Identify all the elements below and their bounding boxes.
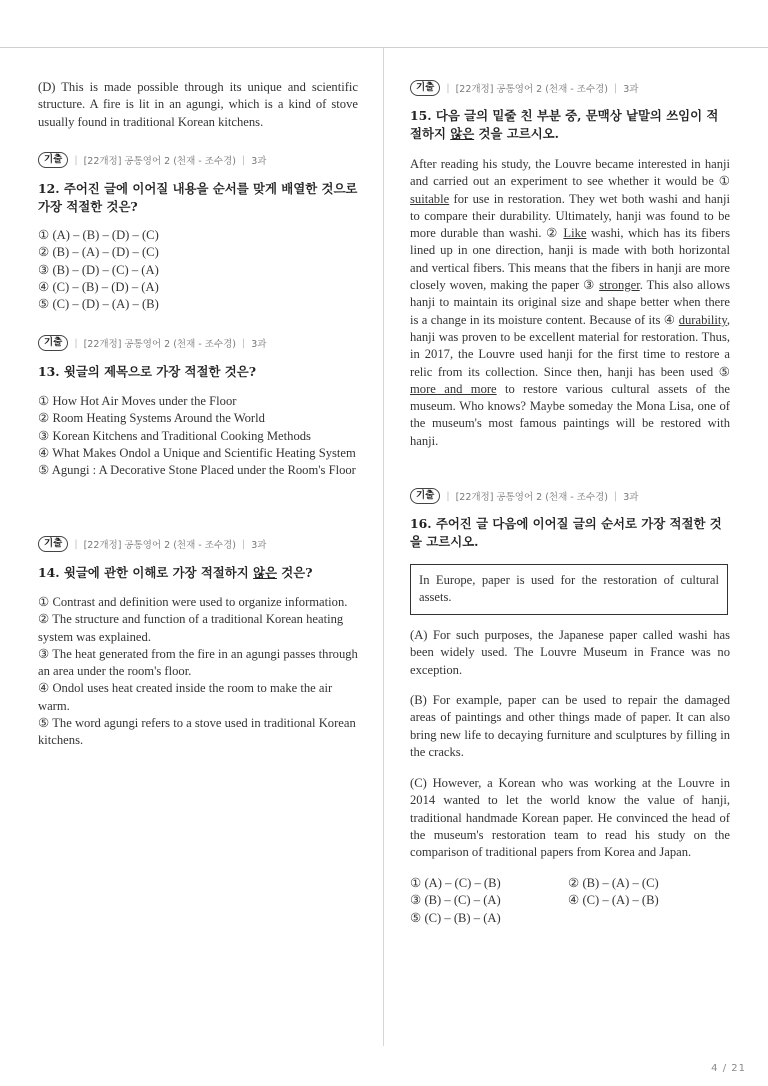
q12-source-text: [22개정] 공통영어 2 (천재 - 조수경): [83, 156, 236, 167]
q16-para-b: (B) For example, paper can be used to repair the damaged areas of paintings and other things made of paper. It can also bring new life to decaying furniture and sculptures by filling in the cracks.: [410, 693, 730, 759]
q12-option: ④ (C) – (B) – (D) – (A): [38, 279, 159, 294]
page-number: 4 / 21: [711, 1063, 746, 1074]
q12-source: 기출 | [22개정] 공통영어 2 (천재 - 조수경) | 3과: [38, 152, 266, 168]
q16-title: 16. 주어진 글 다음에 이어질 글의 순서로 가장 적절한 것을 고르시오.: [410, 516, 722, 549]
q13-source-text: [22개정] 공통영어 2 (천재 - 조수경): [83, 339, 236, 350]
q14-option: ② The structure and function of a traditional Korean heating system was explained.: [38, 612, 344, 644]
q16-tag: 기출: [410, 488, 440, 504]
q16-para-c: (C) However, a Korean who was working at the Louvre in 2014 wanted to let the world know the value of hanji, traditional handmade Korean paper. He convinced the head of the museum's restoration team to read his study on the comparison of traditional papers from Korea and Japan.: [410, 776, 730, 860]
q12-option: ⑤ (C) – (D) – (A) – (B): [38, 297, 159, 312]
q16-lesson: 3과: [623, 492, 639, 503]
q16-options: [410, 875, 728, 927]
q15-passage: After reading his study, the Louvre became interested in hanji and carried out an experiment to see whether it would be ① suitable for use in restoration. They wet both washi and hanji to compare their durability. Ultimately, hanji was found to be more durable than washi. ② Like washi, which has its fibers lined up in one direction, hanji is made with both horizontal and vertical fibers. This means that the fibers in hanji are more closely woven, making the paper ③ stronger. This also allows hanji to maintain its original size and shape better when there is a change in its moisture content. Because of its ④ durability, hanji was proven to be excellent material for restoration. Thus, in 2017, the Louvre used hanji for the first time to restore a relic from its collection. Since then, hanji has been used ⑤ more and more to restore various cultural assets of the museum. Who knows? Maybe someday the Mona Lisa, one of the museum's most famous paintings will be restored with hanji.: [410, 157, 730, 448]
q16-given-box: In Europe, paper is used for the restoration of cultural assets.: [410, 564, 728, 615]
q12-tag: 기출: [38, 152, 68, 168]
q16-option: ③ (B) – (C) – (A): [410, 893, 501, 908]
q15-title: 15. 다음 글의 밑줄 친 부분 중, 문맥상 낱말의 쓰임이 적절하지 않은 것을 고르시오.: [410, 108, 719, 141]
q14-option: ③ The heat generated from the fire in an agungi passes through an area under the room's floor.: [38, 646, 358, 679]
q16-para-a: (A) For such purposes, the Japanese paper called washi has been widely used. The Louvre Museum in France was no exception.: [410, 628, 730, 677]
q16-source: 기출 | [22개정] 공통영어 2 (천재 - 조수경) | 3과: [410, 488, 638, 504]
q12-title: 12. 주어진 글에 이어질 내용을 순서를 맞게 배열한 것으로 가장 적절한 것은?: [38, 181, 358, 214]
q16-option: ① (A) – (C) – (B): [410, 876, 501, 890]
q13-tag: 기출: [38, 335, 68, 351]
q15-tag: 기출: [410, 80, 440, 96]
q16-option: ④ (C) – (A) – (B): [568, 893, 659, 908]
q16-source-text: [22개정] 공통영어 2 (천재 - 조수경): [455, 492, 608, 503]
q13-option: ② Room Heating Systems Around the World: [38, 411, 265, 426]
underlined-2: Like: [563, 226, 587, 241]
q14-options: [38, 594, 358, 750]
underlined-5: more and more: [410, 381, 497, 396]
q16-option: ② (B) – (A) – (C): [568, 876, 659, 890]
q12-option: ③ (B) – (D) – (C) – (A): [38, 262, 159, 277]
q12-lesson: 3과: [251, 156, 267, 167]
passage-intro: (D) This is made possible through its unique and scientific structure. A fire is lit in an agungi, which is a kind of stove usually found in traditional Korean kitchens.: [38, 80, 358, 129]
q13-option: ④ What Makes Ondol a Unique and Scientific Heating System: [38, 445, 356, 460]
q14-option: ⑤ The word agungi refers to a stove used in traditional Korean kitchens.: [38, 716, 356, 748]
q14-source-text: [22개정] 공통영어 2 (천재 - 조수경): [83, 540, 236, 551]
q13-source: 기출 | [22개정] 공통영어 2 (천재 - 조수경) | 3과: [38, 335, 266, 351]
q13-lesson: 3과: [251, 339, 267, 350]
q13-title: 13. 윗글의 제목으로 가장 적절한 것은?: [38, 364, 256, 379]
q14-source: 기출 | [22개정] 공통영어 2 (천재 - 조수경) | 3과: [38, 536, 266, 552]
underlined-4: durability: [678, 312, 727, 327]
q14-option: ① Contrast and definition were used to organize information.: [38, 595, 348, 609]
header-rule: [0, 47, 768, 48]
underlined-3: stronger: [599, 278, 640, 293]
q15-lesson: 3과: [623, 84, 639, 95]
q15-source-text: [22개정] 공통영어 2 (천재 - 조수경): [455, 84, 608, 95]
q13-option: ⑤ Agungi : A Decorative Stone Placed under the Room's Floor: [38, 463, 356, 478]
q13-option: ① How Hot Air Moves under the Floor: [38, 394, 237, 408]
q12-option: ② (B) – (A) – (D) – (C): [38, 245, 159, 260]
q14-tag: 기출: [38, 536, 68, 552]
q12-option: ① (A) – (B) – (D) – (C): [38, 228, 159, 242]
q15-source: 기출 | [22개정] 공통영어 2 (천재 - 조수경) | 3과: [410, 80, 638, 96]
column-divider: [383, 48, 384, 1046]
q13-options: [38, 393, 358, 479]
q14-lesson: 3과: [251, 540, 267, 551]
q14-option: ④ Ondol uses heat created inside the room to make the air warm.: [38, 681, 333, 713]
underlined-1: suitable: [410, 191, 450, 206]
q13-option: ③ Korean Kitchens and Traditional Cooking Methods: [38, 428, 311, 443]
q14-title: 14. 윗글에 관한 이해로 가장 적절하지 않은 것은?: [38, 565, 313, 580]
q12-options: [38, 227, 159, 313]
q16-option: ⑤ (C) – (B) – (A): [410, 910, 501, 925]
